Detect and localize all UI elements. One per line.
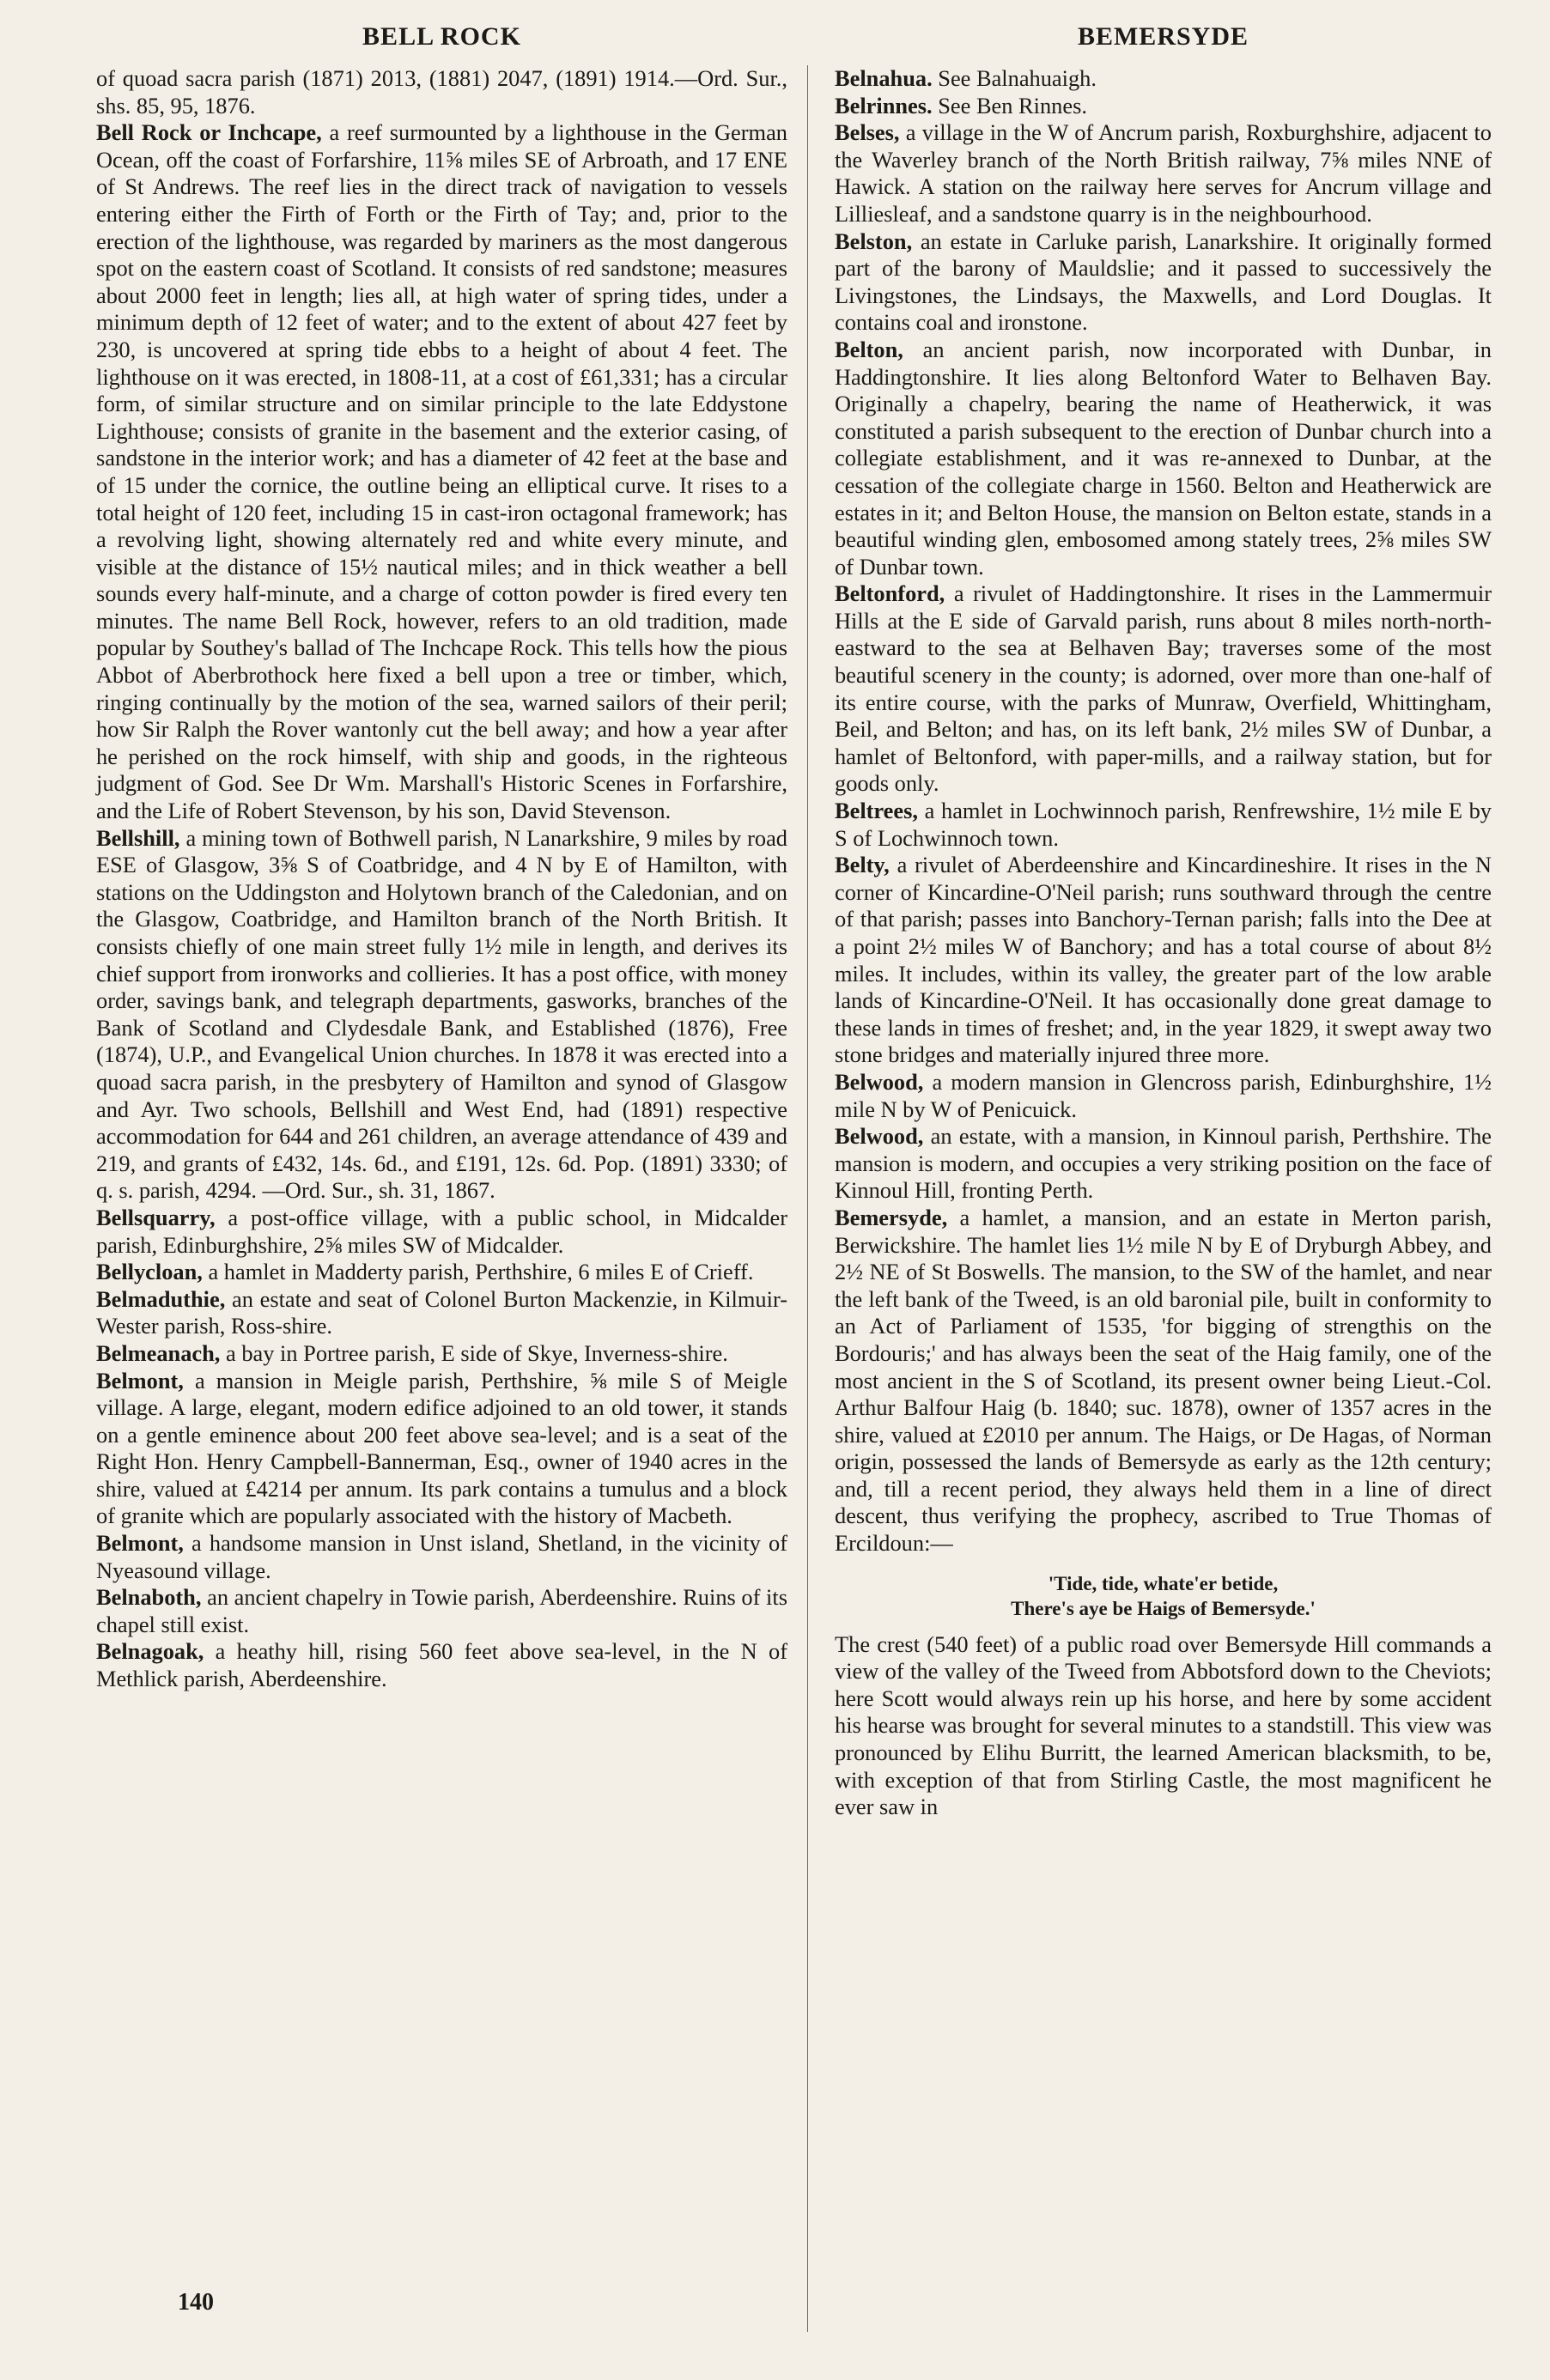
entry bbox=[835, 580, 1492, 798]
entry bbox=[835, 1205, 1492, 1557]
entry-headword: Belmont, bbox=[96, 1367, 184, 1393]
entry-text: a rivulet of Haddingtonshire. It rises in the Lammermuir Hills at the E side of Garvald parish, runs about 8 miles north-north-eastward to the sea at Belhaven Bay; traverses some of the most beautiful scenery in the county; is adorned, over more than one-half of its entire course, with the parks of Munraw, Overfield, Whittingham, Beil, and Belton; and has, on its left bank, 2½ miles SW of Dunbar, a hamlet of Beltonford, with paper-mills, and a railway station, but for goods only. bbox=[835, 580, 1492, 797]
entry bbox=[96, 1340, 787, 1368]
entry-text: an ancient chapelry in Towie parish, Aberdeenshire. Ruins of its chapel still exist. bbox=[96, 1584, 787, 1637]
entry-headword: Belwood, bbox=[835, 1068, 924, 1095]
entry-headword: Bellshill, bbox=[96, 824, 180, 851]
entry-headword: Belmeanach, bbox=[96, 1339, 221, 1366]
continued-entry: of quoad sacra parish (1871) 2013, (1881) 2047, (1891) 1914.—Ord. Sur., shs. 85, 95, 1876. bbox=[96, 65, 787, 118]
entry-headword: Bell Rock or Inchcape, bbox=[96, 119, 322, 146]
entry-text: an estate and seat of Colonel Burton Mackenzie, in Kilmuir-Wester parish, Ross-shire. bbox=[96, 1285, 787, 1339]
verse-line: There's aye be Haigs of Bemersyde.' bbox=[1011, 1597, 1316, 1619]
entry-headword: Belty, bbox=[835, 852, 890, 878]
entry bbox=[96, 1259, 787, 1286]
entry-text: an estate, with a mansion, in Kinnoul parish, Perthshire. The mansion is modern, and occupies a very striking position on the face of Kinnoul Hill, fronting Perth. bbox=[835, 1123, 1492, 1204]
entry-text: a heathy hill, rising 560 feet above sea-level, in the N of Methlick parish, Aberdeenshire. bbox=[96, 1638, 787, 1692]
entry-text: a handsome mansion in Unst island, Shetland, in the vicinity of Nyeasound village. bbox=[96, 1530, 787, 1583]
entry-headword: Beltonford, bbox=[835, 580, 945, 607]
entry-text: a mansion in Meigle parish, Perthshire, ⅝ mile S of Meigle village. A large, elegant, modern edifice adjoined to an old tower, it stands on a gentle eminence about 200 feet above sea-level; and is a seat of the Right Hon. Henry Campbell-Bannerman, Esq., owner of 1940 acres in the shire, valued at £4214 per annum. Its park contains a tumulus and a block of granite which are popularly associated with the history of Macbeth. bbox=[96, 1367, 787, 1529]
entry bbox=[96, 1205, 787, 1259]
entry-continuation: The crest (540 feet) of a public road over Bemersyde Hill commands a view of the valley of the Tweed from Abbotsford down to the Cheviots; here Scott would always rein up his horse, and here by some accident his hearse was brought for several minutes to a standstill. This view was pronounced by Elihu Burritt, the learned American blacksmith, to be, with exception of that from Stirling Castle, the most magnificent he ever saw in bbox=[835, 1630, 1492, 1820]
entry bbox=[835, 798, 1492, 852]
entry bbox=[835, 93, 1492, 120]
entry-headword: Belses, bbox=[835, 119, 900, 146]
entry-text: a hamlet in Lochwinnoch parish, Renfrewshire, 1½ mile E by S of Lochwinnoch town. bbox=[835, 798, 1492, 851]
entry bbox=[96, 119, 787, 824]
entry-text: a bay in Portree parish, E side of Skye, Inverness-shire. bbox=[220, 1339, 728, 1366]
entry bbox=[96, 1286, 787, 1340]
page-number: 140 bbox=[178, 2289, 214, 2316]
running-head-right: BEMERSYDE bbox=[1077, 22, 1249, 51]
entry-text: a reef surmounted by a lighthouse in the German Ocean, off the coast of Forfarshire, 11⅝ miles SE of Arbroath, and 17 ENE of St Andrews. The reef lies in the direct track of navigation to vessels entering either the Firth of Forth or the Firth of Tay; and, prior to the erection of the lighthouse, was regarded by mariners as the most dangerous spot on the eastern coast of Scotland. It consists of red sandstone; measures about 2000 feet in length; lies all, at high water of spring tides, under a minimum depth of 12 feet of water; and to the extent of about 427 feet by 230, is uncovered at spring tide ebbs to a height of about 4 feet. The lighthouse on it was erected, in 1808-11, at a cost of £61,331; has a circular form, of similar structure and on similar principle to the late Eddystone Lighthouse; consists of granite in the basement and the exterior casing, of sandstone in the interior work; and has a diameter of 42 feet at the base and of 15 under the cornice, the outline being an elliptical curve. It rises to a total height of 120 feet, including 15 in cast-iron octagonal framework; has a revolving light, showing alternately red and white every minute, and visible at the distance of 15½ nautical miles; and in thick weather a bell sounds every half-minute, and a charge of cotton powder is fired every ten minutes. The name Bell Rock, however, refers to an old tradition, made popular by Southey's ballad of The Inchcape Rock. This tells how the pious Abbot of Aberbrothock here fixed a bell upon a tree or timber, which, ringing continually by the motion of the sea, warned sailors of their peril; how Sir Ralph the Rover wantonly cut the bell away; and how a year after he perished on the rock himself, with ship and goods, in the righteous judgment of God. See Dr Wm. Marshall's Historic Scenes in Forfarshire, and the Life of Robert Stevenson, by his son, David Stevenson. bbox=[96, 119, 787, 824]
entry bbox=[96, 1530, 787, 1584]
entry bbox=[835, 337, 1492, 580]
entry bbox=[96, 1368, 787, 1531]
entry-text: an ancient parish, now incorporated with Dunbar, in Haddingtonshire. It lies along Beltonford Water to Belhaven Bay. Originally a chapelry, bearing the name of Heatherwick, it was constituted a parish subsequent to the erection of Dunbar church into a collegiate establishment, and it was re-annexed to Dunbar, at the cessation of the collegiate charge in 1560. Belton and Heatherwick are estates in it; and Belton House, the mansion on Belton estate, stands in a beautiful winding glen, embosomed among stately trees, 2⅝ miles SW of Dunbar town. bbox=[835, 336, 1492, 580]
entry-text: an estate in Carluke parish, Lanarkshire. It originally formed part of the barony of Mauldslie; and it passed to successively the Livingstones, the Lindsays, the Maxwells, and Lord Douglas. It contains coal and ironstone. bbox=[835, 228, 1492, 336]
entry-headword: Belston, bbox=[835, 228, 913, 254]
entry-text: a mining town of Bothwell parish, N Lanarkshire, 9 miles by road ESE of Glasgow, 3⅝ S of Coatbridge, and 4 N by E of Hamilton, with stations on the Uddingston and Holytown branch of the Caledonian, and on the Glasgow, Coatbridge, and Hamilton branch of the North British. It consists chiefly of one main street fully 1½ mile in length, and derives its chief support from ironworks and collieries. It has a post office, with money order, savings bank, and telegraph departments, gasworks, branches of the Bank of Scotland and Clydesdale Bank, and Established (1876), Free (1874), U.P., and Evangelical Union churches. In 1878 it was erected into a quoad sacra parish, in the presbytery of Hamilton and synod of Glasgow and Ayr. Two schools, Bellshill and West End, had (1891) respective accommodation for 644 and 261 children, an average attendance of 439 and 219, and grants of £432, 14s. 6d., and £191, 12s. 6d. Pop. (1891) 3330; of q. s. parish, 4294. —Ord. Sur., sh. 31, 1867. bbox=[96, 824, 787, 1204]
entry bbox=[96, 1638, 787, 1692]
entry bbox=[835, 119, 1492, 228]
entry-text: See Ben Rinnes. bbox=[932, 92, 1087, 118]
entry-headword: Belmaduthie, bbox=[96, 1285, 226, 1312]
entry bbox=[835, 852, 1492, 1069]
entry bbox=[835, 228, 1492, 337]
entry bbox=[96, 1584, 787, 1638]
entry bbox=[835, 1123, 1492, 1205]
entry-text: a village in the W of Ancrum parish, Roxburghshire, adjacent to the Waverley branch of the North British railway, 7⅝ miles NNE of Hawick. A station on the railway here serves for Ancrum village and Lilliesleaf, and a sandstone quarry is in the neighbourhood. bbox=[835, 119, 1492, 227]
entry-text: a modern mansion in Glencross parish, Edinburghshire, 1½ mile N by W of Penicuick. bbox=[835, 1068, 1492, 1122]
verse-quotation bbox=[835, 1571, 1492, 1621]
verse-line: 'Tide, tide, whate'er betide, bbox=[1048, 1572, 1279, 1594]
entry-headword: Belton, bbox=[835, 336, 903, 362]
entry-text: a post-office village, with a public school, in Midcalder parish, Edinburghshire, 2⅝ miles SW of Midcalder. bbox=[96, 1204, 787, 1258]
entry-headword: Belnagoak, bbox=[96, 1638, 204, 1665]
entry-headword: Beltrees, bbox=[835, 798, 918, 824]
entry-headword: Belnahua. bbox=[835, 65, 933, 91]
right-column bbox=[835, 65, 1492, 1821]
entry-headword: Belrinnes. bbox=[835, 92, 933, 118]
entry bbox=[835, 65, 1492, 93]
entry-headword: Belnaboth, bbox=[96, 1584, 202, 1611]
entry-headword: Bemersyde, bbox=[835, 1204, 948, 1230]
entry-text: a hamlet in Madderty parish, Perthshire, 6 miles E of Crieff. bbox=[202, 1259, 754, 1285]
column-divider bbox=[807, 65, 808, 2332]
entry-text: a rivulet of Aberdeenshire and Kincardineshire. It rises in the N corner of Kincardine-O'Neil parish; runs southward through the centre of that parish; passes into Banchory-Ternan parish; falls into the Dee at a point 2½ miles W of Banchory; and has a total course of about 8½ miles. It includes, within its valley, the greater part of the low arable lands of Kincardine-O'Neil. It has occasionally done great damage to these lands in times of freshet; and, in the year 1829, it swept away two stone bridges and materially injured three more. bbox=[835, 852, 1492, 1068]
entry-headword: Belmont, bbox=[96, 1530, 184, 1557]
entry-headword: Bellsquarry, bbox=[96, 1204, 216, 1230]
entry-headword: Belwood, bbox=[835, 1123, 924, 1150]
entry-text: See Balnahuaigh. bbox=[932, 65, 1097, 91]
left-column bbox=[96, 65, 787, 1693]
entry bbox=[96, 825, 787, 1205]
entry-headword: Bellycloan, bbox=[96, 1259, 203, 1285]
running-head-left: BELL ROCK bbox=[362, 22, 521, 51]
entry bbox=[835, 1069, 1492, 1123]
entry-text: a hamlet, a mansion, and an estate in Merton parish, Berwickshire. The hamlet lies 1½ mile N by E of Dryburgh Abbey, and 2½ NE of St Boswells. The mansion, to the SW of the hamlet, and near the left bank of the Tweed, is an old baronial pile, built in conformity to an Act of Parliament of 1535, 'for bigging of strengthis on the Bordouris;' and has always been the seat of the Haig family, one of the most ancient in the S of Scotland, its present owner being Lieut.-Col. Arthur Balfour Haig (b. 1840; suc. 1878), owner of 1357 acres in the shire, valued at £2010 per annum. The Haigs, or De Hagas, of Norman origin, possessed the lands of Bemersyde as early as the 12th century; and, till a recent period, they always held them in a line of direct descent, thus verifying the prophecy, ascribed to True Thomas of Ercildoun:— bbox=[835, 1204, 1492, 1557]
